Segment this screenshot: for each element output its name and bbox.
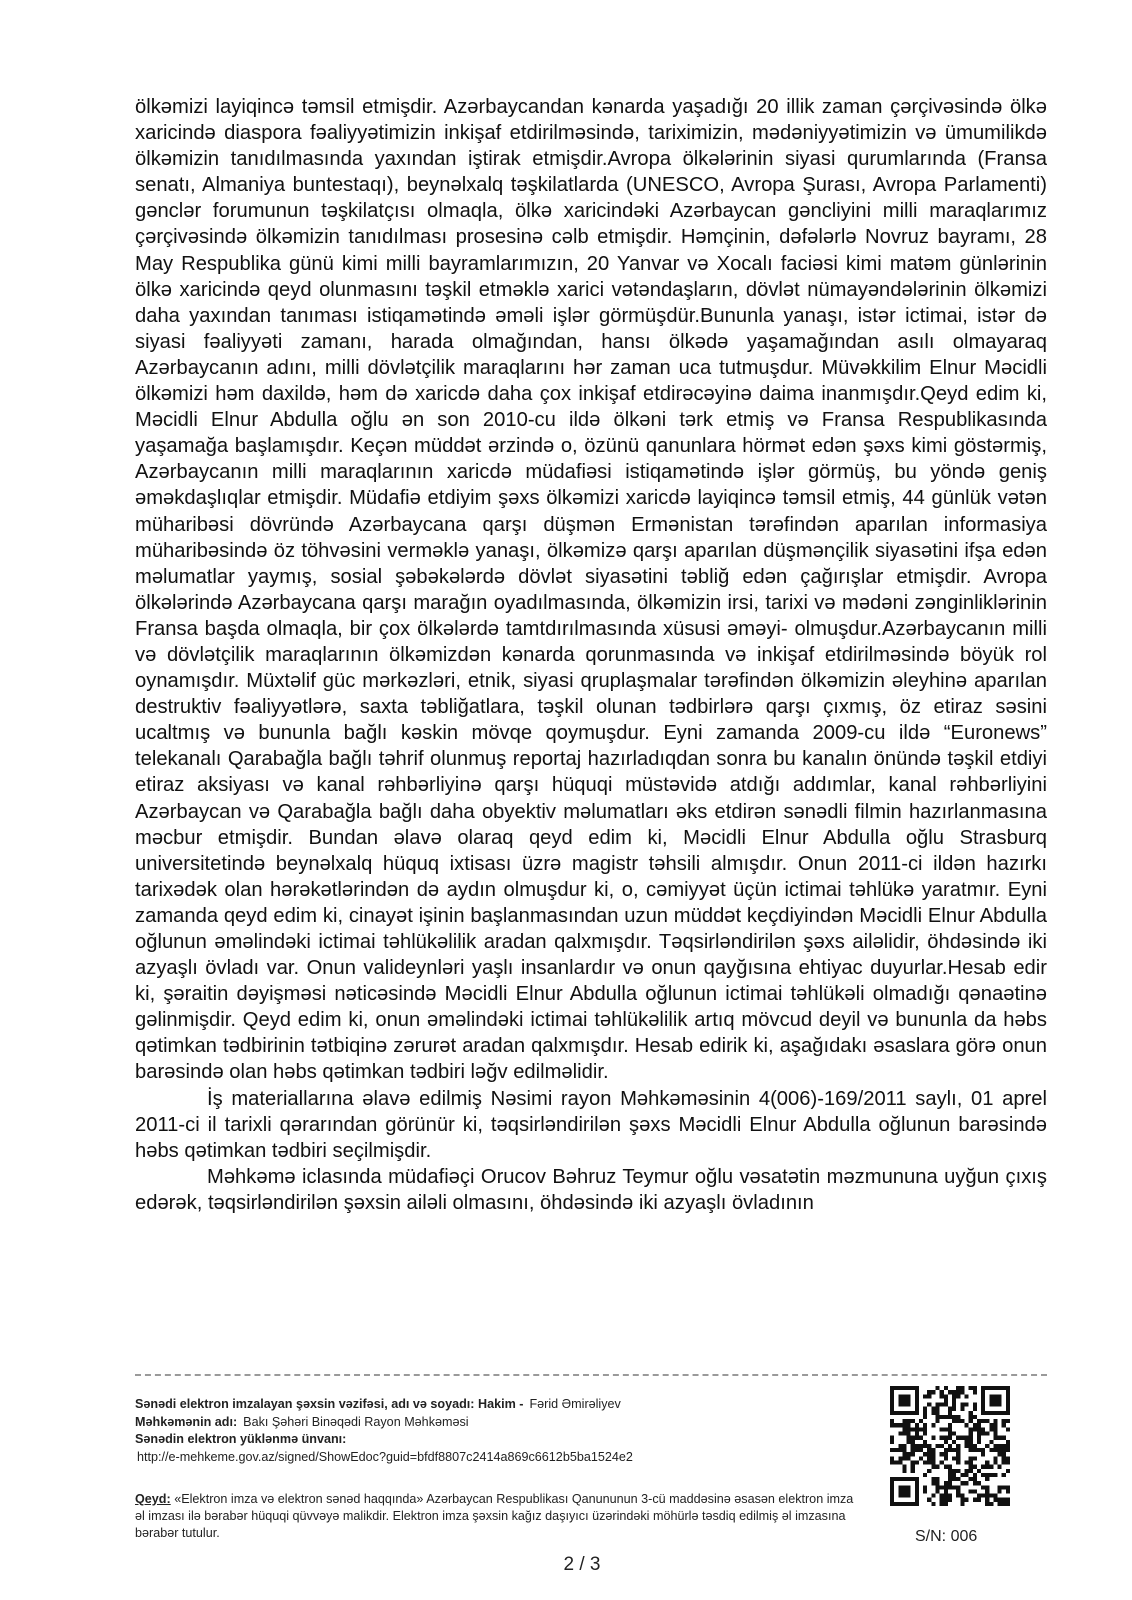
address-row <box>135 1431 875 1449</box>
serial-number: S/N: 006 <box>915 1528 978 1545</box>
signature-info <box>135 1396 875 1466</box>
document-body <box>135 94 1047 1216</box>
address-label: Sənədin elektron yüklənmə ünvanı: <box>135 1432 347 1446</box>
note-text: «Elektron imza və elektron sənəd haqqında» Azərbaycan Respublikası Qanununun 3-cü maddəsinə əsasən elektron imza əl imzası ilə bərabər hüquqi qüvvəyə malikdir. Elektron imza şəxsin kağız daşıyıcı üzərindəki möhürlə təsdiq edilmiş əl imzasına bərabər tutulur. <box>135 1492 854 1541</box>
court-name: Bakı Şəhəri Binəqədi Rayon Məhkəməsi <box>243 1414 469 1429</box>
signer-row <box>135 1396 875 1414</box>
paragraph-court-decision: İş materiallarına əlavə edilmiş Nəsimi rayon Məhkəməsinin 4(006)-169/2011 saylı, 01 aprel 2011-ci il tarixli qərarından görünür ki, təqsirləndirilən şəxs Məcidli Elnur Abdulla oğlunun barəsində həbs qətimkan tədbiri seçilmişdir. <box>135 1087 1047 1162</box>
legal-note <box>135 1491 855 1543</box>
footer-divider <box>135 1374 1047 1376</box>
court-label: Məhkəmənin adı: <box>135 1414 238 1429</box>
qr-code-icon <box>890 1386 1010 1506</box>
signer-name: Fərid Əmirəliyev <box>529 1397 621 1411</box>
paragraph-hearing: Məhkəmə iclasında müdafiəçi Orucov Bəhruz Teymur oğlu vəsatətin məzmununa uyğun çıxış edərək, təqsirləndirilən şəxsin ailəli olmasını, öhdəsində iki azyaşlı övladının <box>135 1165 1047 1214</box>
page-number: 2 / 3 <box>563 1554 601 1575</box>
signer-label: Sənədi elektron imzalayan şəxsin vəzifəsi, adı və soyadı: Hakim - <box>135 1397 524 1411</box>
court-row <box>135 1414 875 1432</box>
note-label: Qeyd: <box>135 1492 171 1506</box>
document-url[interactable]: http://e-mehkeme.gov.az/signed/ShowEdoc?guid=bfdf8807c2414a869c6612b5ba1524e2 <box>137 1449 633 1464</box>
paragraph-main: ölkəmizi layiqincə təmsil etmişdir. Azərbaycandan kənarda yaşadığı 20 illik zaman çərçivəsində ölkə xaricində diaspora fəaliyyətimizin inkişaf etdirilməsində, tariximizin, mədəniyyətimizin və ümumilikdə ölkəmizin tanıdılmasında yaxından iştirak etmişdir.Avropa ölkələrinin siyasi qurumlarında (Fransa senatı, Almaniya buntestaqı), beynəlxalq təşkilatlarda (UNESCO, Avropa Şurası, Avropa Parlamenti) gənclər forumunun təşkilatçısı olmaqla, ölkə xaricindəki Azərbaycan gəncliyini milli maraqlarımız çərçivəsində ölkəmizin tanıdılması prosesinə cəlb etmişdir. Həmçinin, dəfələrlə Novruz bayramı, 28 May Respublika günü kimi milli bayramlarımızın, 20 Yanvar və Xocalı faciəsi kimi matəm günlərinin ölkə xaricində qeyd olunmasını təşkil etməklə xarici vətəndaşların, dövlət nümayəndələrinin ölkəmizi daha yaxından tanıması istiqamətində əməli işlər görmüşdür.Bununla yanaşı, istər ictimai, istər də siyasi fəaliyyəti zamanı, harada olmağından, hansı ölkədə yaşamağından asılı olmayaraq Azərbaycanın adını, milli dövlətçilik maraqlarını hər zaman uca tutmuşdur. Müvəkkilim Elnur Məcidli ölkəmizi həm daxildə, həm də xaricdə daha çox inkişaf etdirəcəyinə daima inanmışdır.Qeyd edim ki, Məcidli Elnur Abdulla oğlu ən son 2010-cu ildə ölkəni tərk etmiş və Fransa Respublikasında yaşamağa başlamışdır. Keçən müddət ərzində o, özünü qanunlara hörmət edən şəxs kimi göstərmiş, Azərbaycanın milli maraqlarının xaricdə müdafiəsi istiqamətində işlər görmüş, bu yöndə geniş əməkdaşlıqlar etmişdir. Müdafiə etdiyim şəxs ölkəmizi xaricdə layiqincə təmsil etmiş, 44 günlük vətən müharibəsi dövründə Azərbaycana qarşı düşmən Ermənistan tərəfindən aparılan informasiya müharibəsində öz töhvəsini verməklə yanaşı, ölkəmizə qarşı aparılan düşmənçilik siyasətini ifşa edən məlumatlar yaymış, sosial şəbəkələrdə dövlət siyasətini təbliğ edən çağırışlar etmişdir. Avropa ölkələrində Azərbaycana qarşı marağın oyadılmasında, ölkəmizin irsi, tarixi və mədəni zənginliklərinin Fransa başda olmaqla, bir çox ölkələrdə tamtdırılmasında xüsusi əməyi- olmuşdur.Azərbaycanın milli və dövlətçilik maraqlarının ölkəmizdən kənarda qorunmasında və inkişaf etdirilməsində böyük rol oynamışdır. Müxtəlif güc mərkəzləri, etnik, siyasi qruplaşmalar tərəfindən ölkəmizin əleyhinə aparılan destruktiv fəaliyyətlərə, saxta təbliğatlara, təşkil olunan tədbirlərə qarşı çıxmış, öz etiraz səsini ucaltmış və bununla bağlı kəskin mövqe qoymuşdur. Eyni zamanda 2009-cu ildə “Euronews” telekanalı Qarabağla bağlı təhrif olunmuş reportaj hazırladıqdan sonra bu kanalın önündə təşkil etdiyi etiraz aksiyası və kanal rəhbərliyinə qarşı hüquqi müstəvidə atdığı addımlar, kanal rəhbərliyini Azərbaycan və Qarabağla bağlı daha obyektiv məlumatları əks etdirən sənədli filmin hazırlanmasına məcbur etmişdir. Bundan əlavə olaraq qeyd edim ki, Məcidli Elnur Abdulla oğlu Strasburq universitetində beynəlxalq hüquq ixtisası üzrə magistr təhsili almışdır. Onun 2011-ci ildən hazırkı tarixədək olan hərəkətlərindən də aydın olmuşdur ki, o, cəmiyyət üçün ictimai təhlükə yaratmır. Eyni zamanda qeyd edim ki, cinayət işinin başlanmasından uzun müddət keçdiyindən Məcidli Elnur Abdulla oğlunun əməlindəki ictimai təhlükəlilik aradan qalxmışdır. Təqsirləndirilən şəxs ailəlidir, öhdəsində iki azyaşlı övladı var. Onun valideynləri yaşlı insanlardır və onun qayğısına ehtiyac duyurlar.Hesab edir ki, şəraitin dəyişməsi nəticəsində Məcidli Elnur Abdulla oğlunun ictimai təhlükəli olmadığı qənaətinə gəlinmişdir. Qeyd edim ki, onun əməlindəki ictimai təhlükəlilik artıq mövcud deyil və bununla da həbs qətimkan tədbirinin tətbiqinə zərurət aradan qalxmışdır. Hesab edirik ki, aşağıdakı əsaslara görə onun barəsində olan həbs qətimkan tədbiri ləğv edilməlidir. <box>135 96 1047 1084</box>
